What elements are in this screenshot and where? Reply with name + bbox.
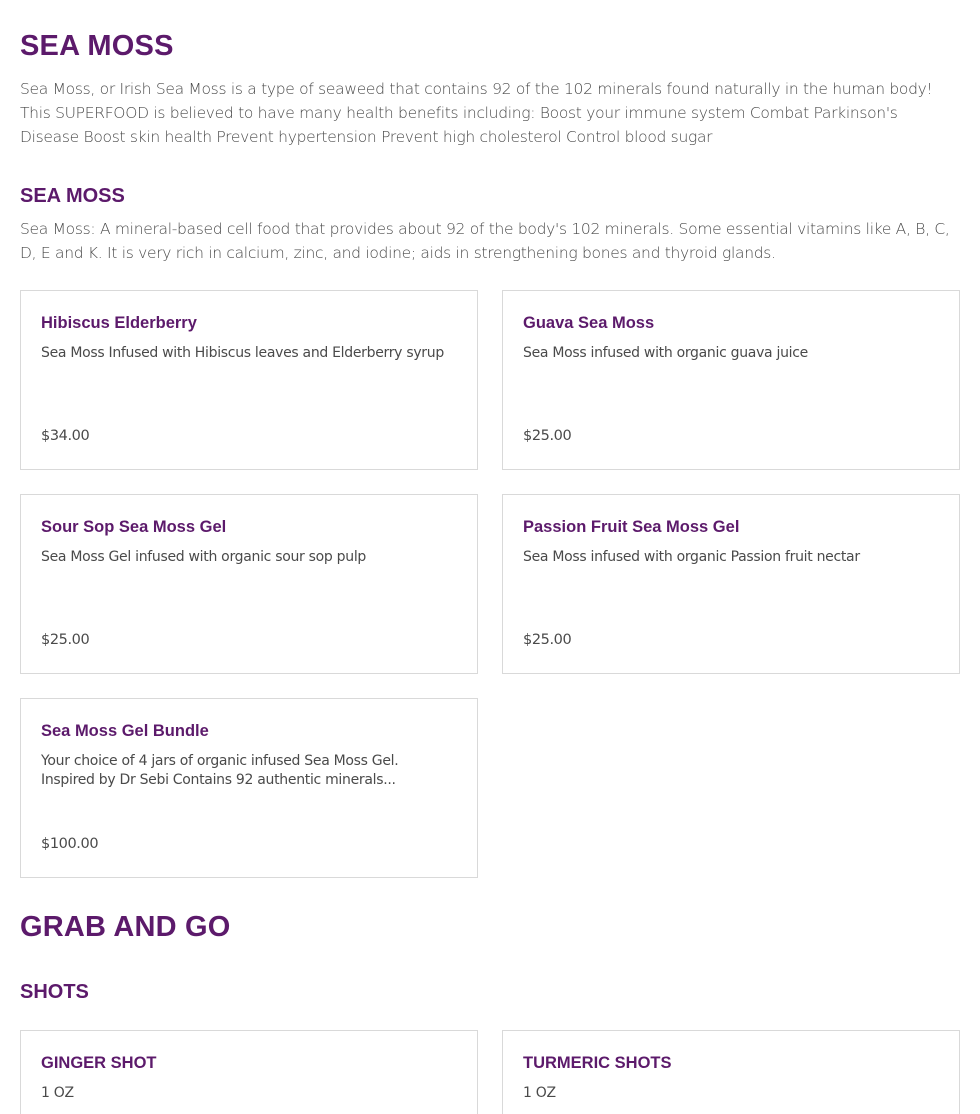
menu-item-name: Sour Sop Sea Moss Gel [41, 518, 227, 536]
menu-item-guava-sea-moss[interactable] [502, 290, 960, 470]
menu-item-price: $34.00 [41, 428, 90, 444]
menu-item-name: TURMERIC SHOTS [523, 1054, 672, 1072]
menu-item-passion-fruit-sea-moss-gel[interactable] [502, 494, 960, 674]
menu-item-name: Guava Sea Moss [523, 314, 655, 332]
menu-item-description: 1 OZ [523, 1085, 556, 1101]
section-title-sea-moss: SEA MOSS [20, 30, 174, 62]
menu-item-price: $25.00 [523, 428, 572, 444]
subsection-title-sea-moss: SEA MOSS [20, 185, 125, 207]
menu-item-ginger-shot[interactable] [20, 1030, 478, 1114]
menu-item-description: Sea Moss infused with organic Passion fruit nectar [523, 549, 860, 565]
menu-item-sour-sop-sea-moss-gel[interactable] [20, 494, 478, 674]
menu-item-description: Your choice of 4 jars of organic infused Sea Moss Gel. Inspired by Dr Sebi Contains 92 authentic minerals... [41, 753, 399, 788]
menu-item-description: Sea Moss Gel infused with organic sour sop pulp [41, 549, 366, 565]
menu-item-name: Hibiscus Elderberry [41, 314, 197, 332]
section-title-grab-and-go: GRAB AND GO [20, 911, 231, 943]
menu-item-price: $100.00 [41, 836, 99, 852]
section-description-sea-moss: Sea Moss, or Irish Sea Moss is a type of seaweed that contains 92 of the 102 minerals found naturally in the human body! This SUPERFOOD is believed to have many health benefits including: Boost your immune system Combat Parkinson's Disease Boost skin health Prevent hypertension Prevent high cholesterol Control blood sugar [20, 80, 933, 146]
menu-item-description: Sea Moss infused with organic guava juice [523, 345, 808, 361]
menu-item-name: GINGER SHOT [41, 1054, 157, 1072]
menu-item-name: Passion Fruit Sea Moss Gel [523, 518, 740, 536]
subsection-description-sea-moss: Sea Moss: A mineral-based cell food that provides about 92 of the body's 102 minerals. Some essential vitamins like A, B, C, D, E and K. It is very rich in calcium, zinc, and iodine; aids in strengthening bones and thyroid glands. [20, 220, 950, 262]
menu-item-description: Sea Moss Infused with Hibiscus leaves and Elderberry syrup [41, 345, 444, 361]
subsection-title-shots: SHOTS [20, 981, 89, 1003]
menu-item-price: $25.00 [41, 632, 90, 648]
menu-item-name: Sea Moss Gel Bundle [41, 722, 209, 740]
menu-item-sea-moss-gel-bundle[interactable] [20, 698, 478, 878]
menu-item-hibiscus-elderberry[interactable] [20, 290, 478, 470]
menu-item-price: $25.00 [523, 632, 572, 648]
menu-item-description: 1 OZ [41, 1085, 74, 1101]
menu-item-turmeric-shots[interactable] [502, 1030, 960, 1114]
